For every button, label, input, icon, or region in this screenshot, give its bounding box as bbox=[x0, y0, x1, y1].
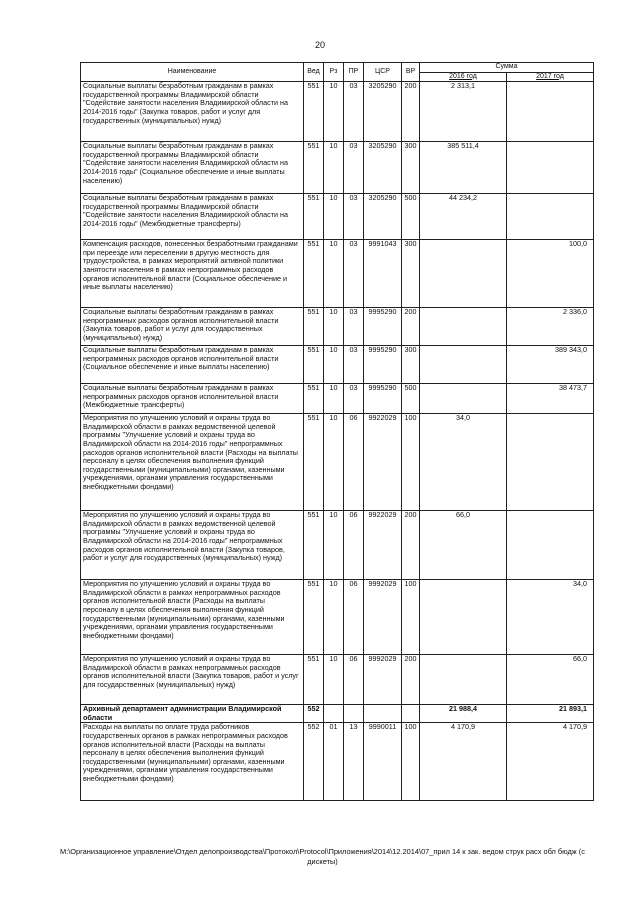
row-sum-2017: 66,0 bbox=[507, 655, 594, 705]
row-name: Социальные выплаты безработным гражданам в рамках непрограммных расходов органов исполнительной власти (Социальное обеспечение и иные выплаты населению) bbox=[81, 346, 304, 384]
row-name: Социальные выплаты безработным гражданам в рамках государственной программы Владимирской области "Содействие занятости населения Владимирской области на 2014-2016 годы" (Межбюджетные трансферты) bbox=[81, 194, 304, 240]
row-csr: 9992029 bbox=[364, 580, 402, 655]
row-sum-2017: 21 893,1 bbox=[507, 705, 594, 723]
row-pr: 03 bbox=[344, 308, 364, 346]
row-rz: 10 bbox=[324, 194, 344, 240]
row-ved: 552 bbox=[304, 705, 324, 723]
row-ved: 551 bbox=[304, 655, 324, 705]
row-pr: 13 bbox=[344, 723, 364, 801]
table-row bbox=[81, 414, 594, 511]
header-2017: 2017 год bbox=[507, 72, 594, 82]
table-row bbox=[81, 384, 594, 414]
row-rz: 10 bbox=[324, 308, 344, 346]
row-pr bbox=[344, 705, 364, 723]
row-rz bbox=[324, 705, 344, 723]
row-sum-2016: 34,0 bbox=[420, 414, 507, 511]
row-pr: 06 bbox=[344, 655, 364, 705]
row-rz: 10 bbox=[324, 346, 344, 384]
row-sum-2017: 38 473,7 bbox=[507, 384, 594, 414]
row-sum-2017 bbox=[507, 414, 594, 511]
row-vr bbox=[402, 705, 420, 723]
row-ved: 551 bbox=[304, 142, 324, 194]
row-csr: 9992029 bbox=[364, 655, 402, 705]
row-name: Мероприятия по улучшению условий и охраны труда во Владимирской области в рамках ведомственной целевой программы "Улучшение условий и охраны труда во Владимирской области на 2014-2016 годы" непрограммных расходов органов исполнительной власти (Расходы на выплаты персоналу в целях обеспечения выполнения функций государственными (муниципальными) органами, казенными учреждениями, органами управления государственными внебюджетными фондами) bbox=[81, 414, 304, 511]
file-path-footer: M:\Организационное управление\Отдел делопроизводства\Протокол\Protocol\Приложения\2014\12.2014\07_прил 14 к зак. ведом струк расх обл бюдж (с дискеты) bbox=[60, 847, 585, 866]
table-row bbox=[81, 308, 594, 346]
row-csr: 9991043 bbox=[364, 240, 402, 308]
row-pr: 03 bbox=[344, 240, 364, 308]
row-name: Мероприятия по улучшению условий и охраны труда во Владимирской области в рамках непрограммных расходов органов исполнительной власти (Закупка товаров, работ и услуг для государственных (муниципальных) нужд) bbox=[81, 655, 304, 705]
row-vr: 100 bbox=[402, 723, 420, 801]
row-rz: 10 bbox=[324, 142, 344, 194]
row-name: Социальные выплаты безработным гражданам в рамках непрограммных расходов органов исполнительной власти (Закупка товаров, работ и услуг для государственных (муниципальных) нужд) bbox=[81, 308, 304, 346]
table-row bbox=[81, 142, 594, 194]
row-rz: 01 bbox=[324, 723, 344, 801]
row-name: Мероприятия по улучшению условий и охраны труда во Владимирской области в рамках ведомственной целевой программы "Улучшение условий и охраны труда во Владимирской области на 2014-2016 годы" непрограммных расходов органов исполнительной власти (Закупка товаров, работ и услуг для государственных (муниципальных) нужд) bbox=[81, 511, 304, 580]
row-name: Компенсация расходов, понесенных безработными гражданами при переезде или переселении в другую местность для трудоустройства, в рамках мероприятий активной политики занятости населения в рамках непрограммных расходов органов исполнительной власти (Социальное обеспечение и иные выплаты населению) bbox=[81, 240, 304, 308]
row-vr: 200 bbox=[402, 655, 420, 705]
row-csr: 9922029 bbox=[364, 414, 402, 511]
row-name: Архивный департамент администрации Владимирской области bbox=[81, 705, 304, 723]
row-csr: 9995290 bbox=[364, 346, 402, 384]
row-ved: 551 bbox=[304, 511, 324, 580]
row-sum-2017: 389 343,0 bbox=[507, 346, 594, 384]
row-csr: 9990011 bbox=[364, 723, 402, 801]
row-sum-2017 bbox=[507, 511, 594, 580]
row-pr: 03 bbox=[344, 194, 364, 240]
row-vr: 100 bbox=[402, 414, 420, 511]
row-pr: 06 bbox=[344, 580, 364, 655]
table-row bbox=[81, 240, 594, 308]
row-sum-2017 bbox=[507, 142, 594, 194]
header-ved: Вед bbox=[304, 63, 324, 82]
row-vr: 200 bbox=[402, 308, 420, 346]
row-rz: 10 bbox=[324, 240, 344, 308]
row-sum-2016: 44 234,2 bbox=[420, 194, 507, 240]
row-rz: 10 bbox=[324, 82, 344, 142]
row-sum-2017: 4 170,9 bbox=[507, 723, 594, 801]
row-sum-2016: 2 313,1 bbox=[420, 82, 507, 142]
row-vr: 500 bbox=[402, 384, 420, 414]
row-sum-2017 bbox=[507, 82, 594, 142]
table-row bbox=[81, 511, 594, 580]
header-csr: ЦСР bbox=[364, 63, 402, 82]
row-rz: 10 bbox=[324, 414, 344, 511]
table-body bbox=[81, 82, 594, 801]
row-vr: 200 bbox=[402, 511, 420, 580]
row-csr bbox=[364, 705, 402, 723]
row-vr: 300 bbox=[402, 346, 420, 384]
row-rz: 10 bbox=[324, 384, 344, 414]
row-name: Социальные выплаты безработным гражданам в рамках непрограммных расходов органов исполнительной власти (Межбюджетные трансферты) bbox=[81, 384, 304, 414]
row-csr: 3205290 bbox=[364, 142, 402, 194]
row-sum-2016: 21 988,4 bbox=[420, 705, 507, 723]
row-pr: 03 bbox=[344, 142, 364, 194]
row-sum-2016 bbox=[420, 346, 507, 384]
table-row bbox=[81, 580, 594, 655]
row-pr: 03 bbox=[344, 384, 364, 414]
row-csr: 9995290 bbox=[364, 308, 402, 346]
header-rz: Рз bbox=[324, 63, 344, 82]
row-sum-2016: 4 170,9 bbox=[420, 723, 507, 801]
table-header bbox=[81, 63, 594, 82]
page-number: 20 bbox=[314, 40, 325, 50]
row-ved: 551 bbox=[304, 580, 324, 655]
row-ved: 551 bbox=[304, 194, 324, 240]
row-rz: 10 bbox=[324, 655, 344, 705]
table-row bbox=[81, 723, 594, 801]
row-ved: 551 bbox=[304, 82, 324, 142]
row-pr: 03 bbox=[344, 346, 364, 384]
row-name: Социальные выплаты безработным гражданам в рамках государственной программы Владимирской области "Содействие занятости населения Владимирской области на 2014-2016 годы" (Социальное обеспечение и иные выплаты населению) bbox=[81, 142, 304, 194]
row-sum-2017: 2 336,0 bbox=[507, 308, 594, 346]
header-vr: ВР bbox=[402, 63, 420, 82]
table-row bbox=[81, 194, 594, 240]
row-sum-2017: 100,0 bbox=[507, 240, 594, 308]
table-row bbox=[81, 82, 594, 142]
row-ved: 551 bbox=[304, 414, 324, 511]
row-vr: 300 bbox=[402, 142, 420, 194]
row-sum-2016 bbox=[420, 580, 507, 655]
row-csr: 9922029 bbox=[364, 511, 402, 580]
row-rz: 10 bbox=[324, 511, 344, 580]
row-ved: 551 bbox=[304, 308, 324, 346]
row-ved: 552 bbox=[304, 723, 324, 801]
row-sum-2016: 385 511,4 bbox=[420, 142, 507, 194]
row-name: Мероприятия по улучшению условий и охраны труда во Владимирской области в рамках непрограммных расходов органов исполнительной власти (Расходы на выплаты персоналу в целях обеспечения выполнения функций государственными (муниципальными) органами, казенными учреждениями, органами управления государственными внебюджетными фондами) bbox=[81, 580, 304, 655]
row-sum-2016 bbox=[420, 384, 507, 414]
row-rz: 10 bbox=[324, 580, 344, 655]
header-pr: ПР bbox=[344, 63, 364, 82]
row-name: Социальные выплаты безработным гражданам в рамках государственной программы Владимирской области "Содействие занятости населения Владимирской области на 2014-2016 годы" (Закупка товаров, работ и услуг для государственных (муниципальных) нужд) bbox=[81, 82, 304, 142]
header-2016: 2016 год bbox=[420, 72, 507, 82]
row-sum-2016: 66,0 bbox=[420, 511, 507, 580]
row-csr: 3205290 bbox=[364, 82, 402, 142]
header-name: Наименование bbox=[81, 63, 304, 82]
row-vr: 200 bbox=[402, 82, 420, 142]
table-row bbox=[81, 655, 594, 705]
row-sum-2017: 34,0 bbox=[507, 580, 594, 655]
row-sum-2016 bbox=[420, 308, 507, 346]
header-sum: Сумма bbox=[420, 63, 594, 73]
row-sum-2017 bbox=[507, 194, 594, 240]
row-vr: 500 bbox=[402, 194, 420, 240]
row-ved: 551 bbox=[304, 384, 324, 414]
row-ved: 551 bbox=[304, 346, 324, 384]
row-name: Расходы на выплаты по оплате труда работников государственных органов в рамках непрограммных расходов органов исполнительной власти (Расходы на выплаты персоналу в целях обеспечения выполнения функций государственными (муниципальными) органами, казенными учреждениями, органами управления государственными внебюджетными фондами) bbox=[81, 723, 304, 801]
row-csr: 9995290 bbox=[364, 384, 402, 414]
budget-table bbox=[80, 62, 594, 801]
table-row bbox=[81, 705, 594, 723]
row-sum-2016 bbox=[420, 655, 507, 705]
row-vr: 100 bbox=[402, 580, 420, 655]
row-ved: 551 bbox=[304, 240, 324, 308]
row-pr: 06 bbox=[344, 414, 364, 511]
row-pr: 03 bbox=[344, 82, 364, 142]
row-vr: 300 bbox=[402, 240, 420, 308]
row-csr: 3205290 bbox=[364, 194, 402, 240]
table-row bbox=[81, 346, 594, 384]
row-sum-2016 bbox=[420, 240, 507, 308]
row-pr: 06 bbox=[344, 511, 364, 580]
